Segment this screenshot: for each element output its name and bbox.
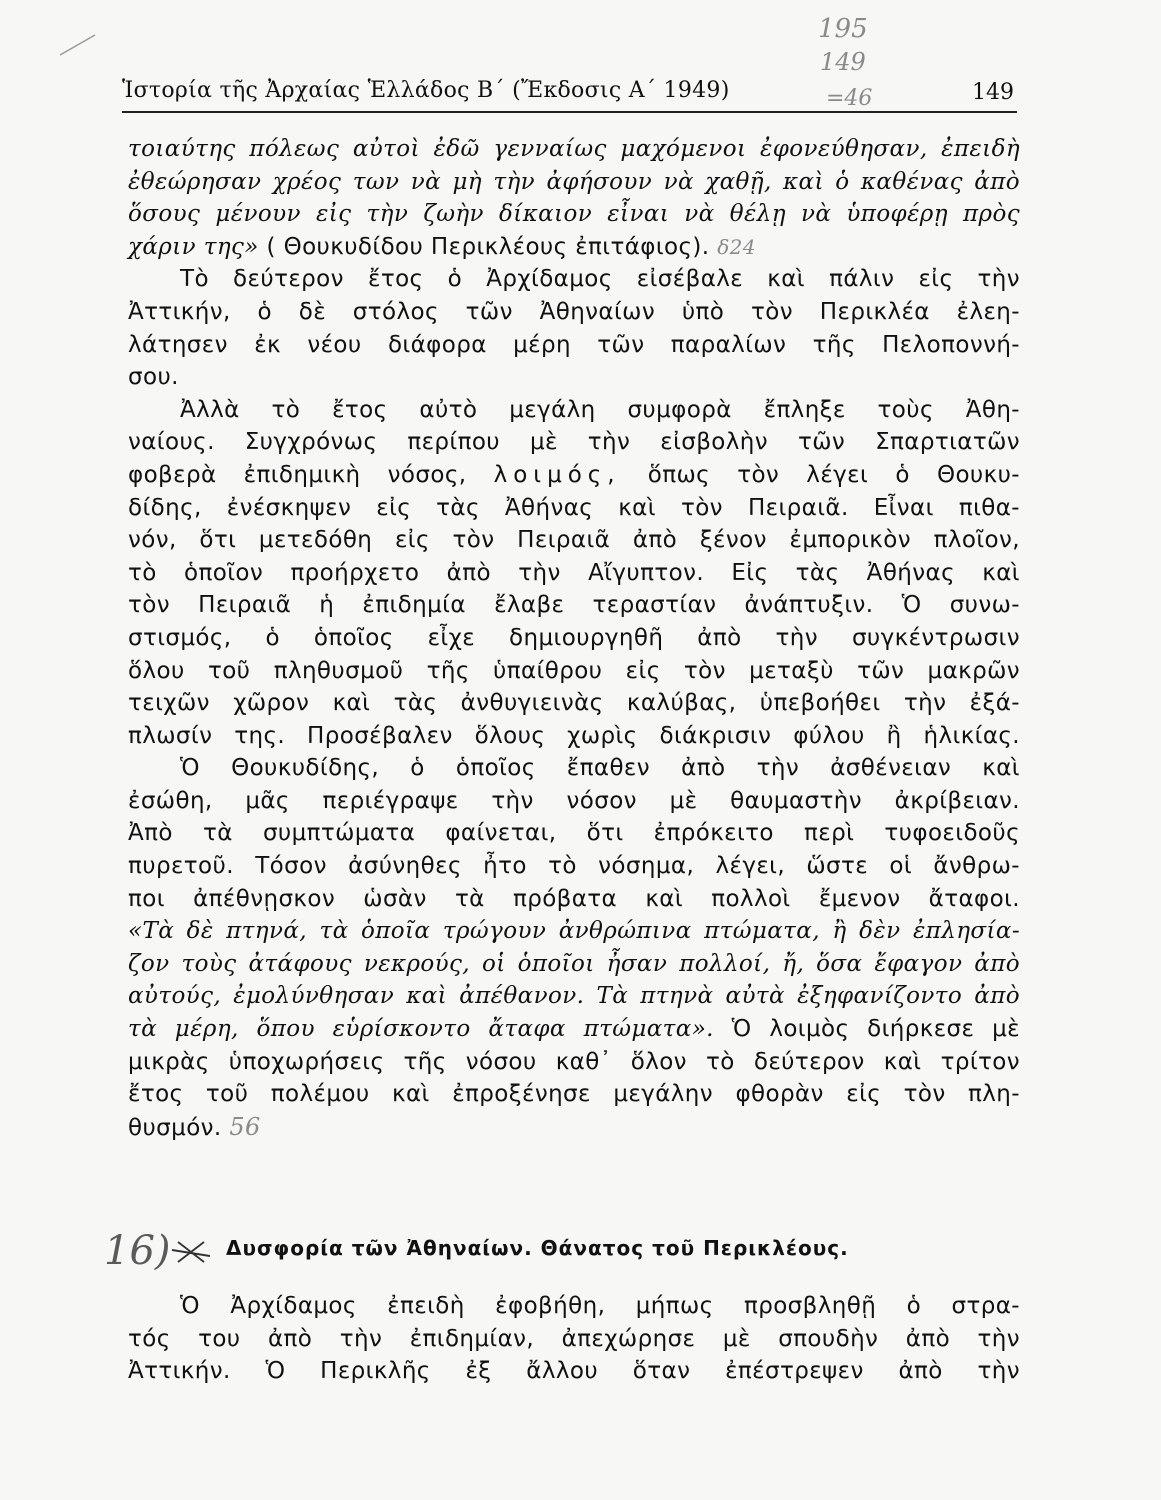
text-line: τός του ἀπὸ τὴν ἐπιδημίαν, ἀπεχώρησε μὲ σπουδὴν ἀπὸ τὴν <box>128 1325 1020 1352</box>
annotation-line-3: =46 <box>826 86 873 111</box>
text-line <box>128 459 1020 492</box>
header-rule <box>122 111 1017 113</box>
text-line: σου. <box>128 364 179 391</box>
quote-end: χάριν της» <box>128 233 259 260</box>
pencil-inline-mark: δ24 <box>717 234 756 259</box>
page-number: 149 <box>972 80 1014 105</box>
text-line: τὸν Πειραιᾶ ἡ ἐπιδημία ἔλαβε τεραστίαν ἀνάπτυξιν. Ὁ συνω- <box>128 592 1020 619</box>
text-line: ποι ἀπέθνῃσκον ὡσὰν τὰ πρόβατα καὶ πολλοὶ ἔμενον ἄταφοι. <box>128 885 1020 912</box>
text-line: ἔτος τοῦ πολέμου καὶ ἐπροξένησε μεγάλην φθορὰν εἰς τὸν πλη- <box>128 1081 1020 1108</box>
text-fragment: ὅπως τὸν λέγει ὁ Θουκυ- <box>647 461 1020 488</box>
text-line: ναίους. Συγχρόνως περίπου μὲ τὴν εἰσβολὴν τῶν Σπαρτιατῶν <box>128 429 1020 456</box>
pencil-section-number <box>100 1212 210 1292</box>
text-line: ἐθεώρησαν χρέος των νὰ μὴ τὴν ἀφήσουν νὰ χαθῇ, καὶ ὁ καθένας ἀπὸ <box>128 168 1020 195</box>
text-line: πλωσίν της. Προσέβαλεν ὅλους χωρὶς διάκρισιν φύλου ἢ ἡλικίας. <box>128 722 1020 749</box>
text-line: τὸ ὁποῖον προήρχετο ἀπὸ τὴν Αἴγυπτον. Εἰς τὰς Ἀθήνας καὶ <box>128 559 1020 586</box>
text-line: Ἀλλὰ τὸ ἔτος αὐτὸ μεγάλη συμφορὰ ἔπληξε τοὺς Ἀθη- <box>180 396 1020 423</box>
text-line: τοιαύτης πόλεως αὐτοὶ ἐδῶ γενναίως μαχόμενοι ἐφονεύθησαν, ἐπειδὴ <box>128 136 1020 162</box>
main-text <box>128 133 1020 1143</box>
text-fragment: Ὁ λοιμὸς διήρκεσε μὲ <box>731 1016 1020 1043</box>
text-line: Ὁ Θουκυδίδης, ὁ ὁποῖος ἔπαθεν ἀπὸ τὴν ἀσθένειαν καὶ <box>180 755 1020 782</box>
text-line: πυρετοῦ. Τόσον ἀσύνηθες ἦτο τὸ νόσημα, λέγει, ὥστε οἱ ἄνθρω- <box>128 853 1020 880</box>
text-line: μικρὰς ὑποχωρήσεις τῆς νόσου καθ᾽ ὅλον τὸ δεύτερον καὶ τρίτον <box>128 1048 1020 1075</box>
quote-line: αὐτούς, ἐμολύνθησαν καὶ ἀπέθανον. Τὰ πτηνὰ αὐτὰ ἐξηφανίζοντο ἀπὸ <box>128 983 1020 1010</box>
text-line: ὅσους μένουν εἰς τὴν ζωὴν δίκαιον εἶναι νὰ θέλῃ νὰ ὑποφέρῃ πρὸς <box>128 201 1020 228</box>
annotation-line-1: 195 <box>818 14 868 44</box>
text-line: λάτησεν ἐκ νέου διάφορα μέρη τῶν παραλίων τῆς Πελοποννή- <box>128 331 1020 358</box>
quote-end: τὰ μέρη, ὅπου εὑρίσκοντο ἄταφα πτώματα». <box>128 1016 714 1043</box>
text-line <box>128 231 1020 264</box>
text-line: στισμός, ὁ ὁποῖος εἶχε δημιουργηθῆ ἀπὸ τὴν συγκέντρωσιν <box>128 624 1020 651</box>
pencil-inline-mark: 56 <box>229 1112 261 1141</box>
text-line <box>128 1013 1020 1046</box>
header-title: Ἱστορία τῆς Ἀρχαίας Ἑλλάδος Β΄ (Ἔκδοσις Α΄ 1949) <box>122 78 730 103</box>
text-line: Ἀπὸ τὰ συμπτώματα φαίνεται, ὅτι ἐπρόκειτο περὶ τυφοειδοῦς <box>128 820 1020 847</box>
section-heading: Δυσφορία τῶν Ἀθηναίων. Θάνατος τοῦ Περικλέους. <box>226 1236 849 1260</box>
text-fragment: θυσμόν. <box>128 1114 222 1141</box>
running-header <box>122 72 1022 112</box>
citation: ( Θουκυδίδου Περικλέους ἐπιτάφιος). <box>266 233 710 260</box>
quote-line: «Τὰ δὲ πτηνά, τὰ ὁποῖα τρώγουν ἀνθρώπινα πτώματα, ἢ δὲν ἐπλησία- <box>128 918 1020 945</box>
emphasized-word: λοιμός, <box>493 461 621 488</box>
text-line: τειχῶν χῶρον καὶ τὰς ἀνθυγιεινὰς καλύβας, ὑπεβοήθει τὴν ἐξά- <box>128 690 1020 717</box>
quote-line: ζον τοὺς ἀτάφους νεκρούς, οἱ ὁποῖοι ἦσαν πολλοί, ἤ, ὅσα ἔφαγον ἀπὸ <box>128 950 1020 977</box>
text-line: Τὸ δεύτερον ἔτος ὁ Ἀρχίδαμος εἰσέβαλε καὶ πάλιν εἰς τὴν <box>180 266 1020 293</box>
text-line: ὅλου τοῦ πληθυσμοῦ τῆς ὑπαίθρου εἰς τὸν μεταξὺ τῶν μακρῶν <box>128 657 1020 684</box>
text-line: Ἀττικήν. Ὁ Περικλῆς ἐξ ἄλλου ὅταν ἐπέστρεψεν ἀπὸ τὴν <box>128 1358 1020 1385</box>
text-line: δίδης, ἐνέσκηψεν εἰς τὰς Ἀθήνας καὶ τὸν Πειραιᾶ. Εἶναι πιθα- <box>128 494 1020 521</box>
text-line: ἐσώθη, μᾶς περιέγραψε τὴν νόσον μὲ θαυμαστὴν ἀκρίβειαν. <box>128 787 1020 814</box>
text-line: νόν, ὅτι μετεδόθη εἰς τὸν Πειραιᾶ ἀπὸ ξένον ἐμπορικὸν πλοῖον, <box>128 527 1020 554</box>
text-line <box>128 1111 1020 1144</box>
text-fragment: φοβερὰ ἐπιδημικὴ νόσος, <box>128 461 467 488</box>
pencil-tick-mark <box>55 30 105 60</box>
section-number-text: 16) <box>104 1228 171 1274</box>
main-text-continued <box>128 1290 1020 1388</box>
text-line: Ἀττικήν, ὁ δὲ στόλος τῶν Ἀθηναίων ὑπὸ τὸν Περικλέα ἐλεη- <box>128 298 1020 325</box>
text-line: Ὁ Ἀρχίδαμος ἐπειδὴ ἐφοβήθη, μήπως προσβληθῇ ὁ στρα- <box>180 1293 1020 1319</box>
annotation-line-2: 149 <box>820 48 866 76</box>
